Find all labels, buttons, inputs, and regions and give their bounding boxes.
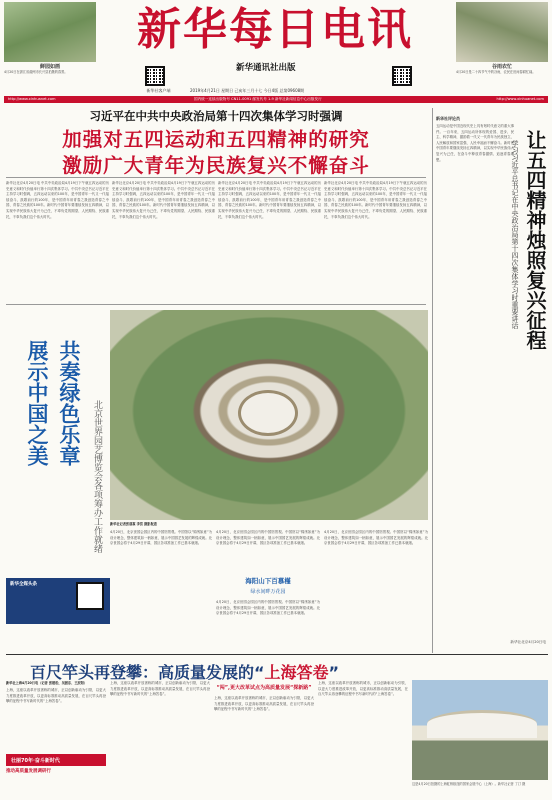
publisher: 新华通讯社出版 [236, 63, 296, 73]
bottom-subhead: “闯”,更大改革试点为高质量发展“探新路” [216, 685, 312, 691]
building-shape [427, 710, 537, 738]
commentary-body: 五四运动是中国近现代史上具有划时代意义的重大事件。一百年来，五四运动所体现的爱国、进步、民主、科学精神，激励着一代又一代青年为民族独立、人民解放和国家富强、人民幸福而不懈奋斗。新时代中国青年要继续发扬五四精神，以实现中华民族伟大复兴为己任，在奋斗中释放青春激情、追逐青春理想。 [436, 124, 514, 162]
lead-headline-2: 激励广大青年为民族复兴不懈奋斗 [62, 154, 370, 177]
qr-code-icon[interactable] [76, 582, 104, 610]
nav-info: 国内统一连续出版物号 CN11-0091 邮发代号 1-9 新华社新闻信息中心出版发行 [194, 97, 322, 101]
bottom-photo [412, 680, 548, 780]
bottom-headline-pre: 百尺竿头再登攀：高质量发展的“ [30, 663, 265, 682]
date-line: 2019年4月21日 星期日 己亥年三月十七 今日4版 总第09608期 [190, 88, 305, 93]
top-right-caption: 谷雨农忙 [491, 64, 512, 70]
site-link-right[interactable]: http://www.xinhuanet.com [496, 97, 544, 101]
lead-kicker: 习近平在中共中央政治局第十四次集体学习时强调 [89, 109, 343, 123]
series-banner-text: 壮丽70年·奋斗新时代 [11, 758, 60, 764]
promo-box[interactable] [6, 578, 110, 624]
app-label: 新华社客户端 [146, 88, 171, 93]
divider [6, 177, 426, 178]
bottom-body-col-2: 上海，这座以改革开放著称的城市，正以创新驱动为引领，以更大力度推进改革开放，以更高标准推动高质量发展，在百尺竿头再登攀的征程中书写新时代的“上海答卷”。 [110, 681, 210, 697]
lead-headline-1: 加强对五四运动和五四精神的研究 [62, 128, 370, 151]
pavilion-roof [238, 390, 298, 436]
series-banner [6, 754, 106, 766]
masthead-title: 新华每日电讯 [137, 4, 413, 55]
qr-code-icon[interactable] [145, 66, 165, 86]
nav-bar [4, 96, 548, 103]
lead-body-col-1: 新华社北京4月20日电 中共中央政治局4月19日下午就五四运动的历史意义和时代价值举行第十四次集体学习。中共中央总书记习近平在主持学习时强调，五四运动以来的100年，是中国青年一代又一代接续奋斗、凯歌前行的100年，是中国青年用青春之我创造青春之中国、青春之民族的100年。新时代中国青年要继续发扬五四精神，以实现中华民族伟大复兴为己任，不辜负党的期望、人民期待、民族重托，不辜负我们这个伟大时代。 [6, 181, 109, 219]
top-right-text: 4月20日是二十四节气中的谷雨，农民在田间春耕忙碌。 [456, 70, 536, 74]
expo-body-col-3: 4月20日，北京世园会园区内的中国馆景观。中国馆以“锦绣如意”为设计理念，整体建筑如一柄如意，展示中国园艺发展的辉煌成就。北京世园会将于4月29日开幕，园区各项准备工作已基本就绪。 [216, 600, 320, 616]
expo-sidebar-sub: 绿水间畔万花园 [250, 589, 286, 595]
lead-body-col-2: 新华社北京4月20日电 中共中央政治局4月19日下午就五四运动的历史意义和时代价值举行第十四次集体学习。中共中央总书记习近平在主持学习时强调，五四运动以来的100年，是中国青年一代又一代接续奋斗、凯歌前行的100年，是中国青年用青春之我创造青春之中国、青春之民族的100年。新时代中国青年要继续发扬五四精神，以实现中华民族伟大复兴为己任，不辜负党的期望、人民期待、民族重托，不辜负我们这个伟大时代。 [112, 181, 215, 219]
expo-title-1: 展示中国之美 [25, 340, 49, 466]
divider [6, 304, 426, 305]
commentary-headline: 让五四精神烛照复兴征程 [523, 130, 547, 350]
commentary-tag: 新华社评论员 [436, 116, 460, 121]
bottom-body-col-1: 上海，这座以改革开放著称的城市，正以创新驱动为引领，以更大力度推进改革开放，以更高标准推动高质量发展，在百尺竿头再登攀的征程中书写新时代的“上海答卷”。 [6, 688, 106, 704]
promo-label: 新华全媒头条 [10, 582, 37, 587]
expo-photo [110, 310, 428, 520]
bottom-headline [30, 660, 430, 683]
bottom-headline-post: ” [328, 663, 340, 682]
expo-caption: 新华社记者张晨霖 李贺 摄影报道 [110, 522, 157, 526]
bottom-body-col-4: 上海，这座以改革开放著称的城市，正以创新驱动为引领，以更大力度推进改革开放，以更高标准推动高质量发展，在百尺竿头再登攀的征程中书写新时代的“上海答卷”。 [318, 681, 408, 697]
expo-sub: 北京世界园艺博览会各项筹办工作就绪 [92, 400, 102, 553]
top-left-caption: 鲜园如画 [39, 64, 60, 70]
expo-body-col-2: 4月20日，北京世园会园区内的中国馆景观。中国馆以“锦绣如意”为设计理念，整体建筑如一柄如意，展示中国园艺发展的辉煌成就。北京世园会将于4月29日开幕，园区各项准备工作已基本就绪。 [216, 530, 320, 546]
bottom-dateline: 新华社上海4月20日电（记者 张建松、吴振东、王辰阳） [6, 681, 88, 685]
lead-body-col-3: 新华社北京4月20日电 中共中央政治局4月19日下午就五四运动的历史意义和时代价值举行第十四次集体学习。中共中央总书记习近平在主持学习时强调，五四运动以来的100年，是中国青年一代又一代接续奋斗、凯歌前行的100年，是中国青年用青春之我创造青春之中国、青春之民族的100年。新时代中国青年要继续发扬五四精神，以实现中华民族伟大复兴为己任，不辜负党的期望、人民期待、民族重托，不辜负我们这个伟大时代。 [218, 181, 321, 219]
series-subtitle: 推动高质量发展调研行 [6, 769, 51, 774]
bottom-body-col-3: 上海，这座以改革开放著称的城市，正以创新驱动为引领，以更大力度推进改革开放，以更高标准推动高质量发展，在百尺竿头再登攀的征程中书写新时代的“上海答卷”。 [214, 696, 314, 712]
site-link-left[interactable]: http://www.xinhuanet.com [8, 97, 56, 101]
qr-code-icon[interactable] [392, 66, 412, 86]
column-divider [432, 108, 433, 653]
expo-title-2: 共奏绿色乐章 [57, 340, 81, 466]
top-left-photo [4, 2, 96, 62]
bottom-headline-highlight: 上海答卷 [264, 663, 329, 682]
commentary-footer: 新华社北京4月20日电 [510, 640, 546, 644]
top-right-photo [456, 2, 548, 62]
expo-body-col-4: 4月20日，北京世园会园区内的中国馆景观。中国馆以“锦绣如意”为设计理念，整体建筑如一柄如意，展示中国园艺发展的辉煌成就。北京世园会将于4月29日开幕，园区各项准备工作已基本就绪。 [324, 530, 428, 546]
commentary-subhead: 学习习近平总书记在中央政治局第十四次集体学习时重要讲话 [511, 140, 519, 329]
expo-sidebar-title: 海阳山下百慕槿 [245, 577, 291, 585]
expo-body-col-1: 4月20日，北京世园会园区内的中国馆景观。中国馆以“锦绣如意”为设计理念，整体建筑如一柄如意，展示中国园艺发展的辉煌成就。北京世园会将于4月29日开幕，园区各项准备工作已基本就绪。 [110, 530, 212, 546]
divider [6, 654, 548, 655]
bottom-photo-caption: 这是4月20日拍摄的上海虹桥枢纽的国家会展中心（上海）。新华社记者 丁汀 摄 [412, 782, 526, 786]
lead-body-col-4: 新华社北京4月20日电 中共中央政治局4月19日下午就五四运动的历史意义和时代价值举行第十四次集体学习。中共中央总书记习近平在主持学习时强调，五四运动以来的100年，是中国青年一代又一代接续奋斗、凯歌前行的100年，是中国青年用青春之我创造青春之中国、青春之民族的100年。新时代中国青年要继续发扬五四精神，以实现中华民族伟大复兴为己任，不辜负党的期望、人民期待、民族重托，不辜负我们这个伟大时代。 [324, 181, 427, 219]
top-left-text: 4月20日在浙江省湖州市长兴县拍摄的春景。 [4, 70, 68, 74]
